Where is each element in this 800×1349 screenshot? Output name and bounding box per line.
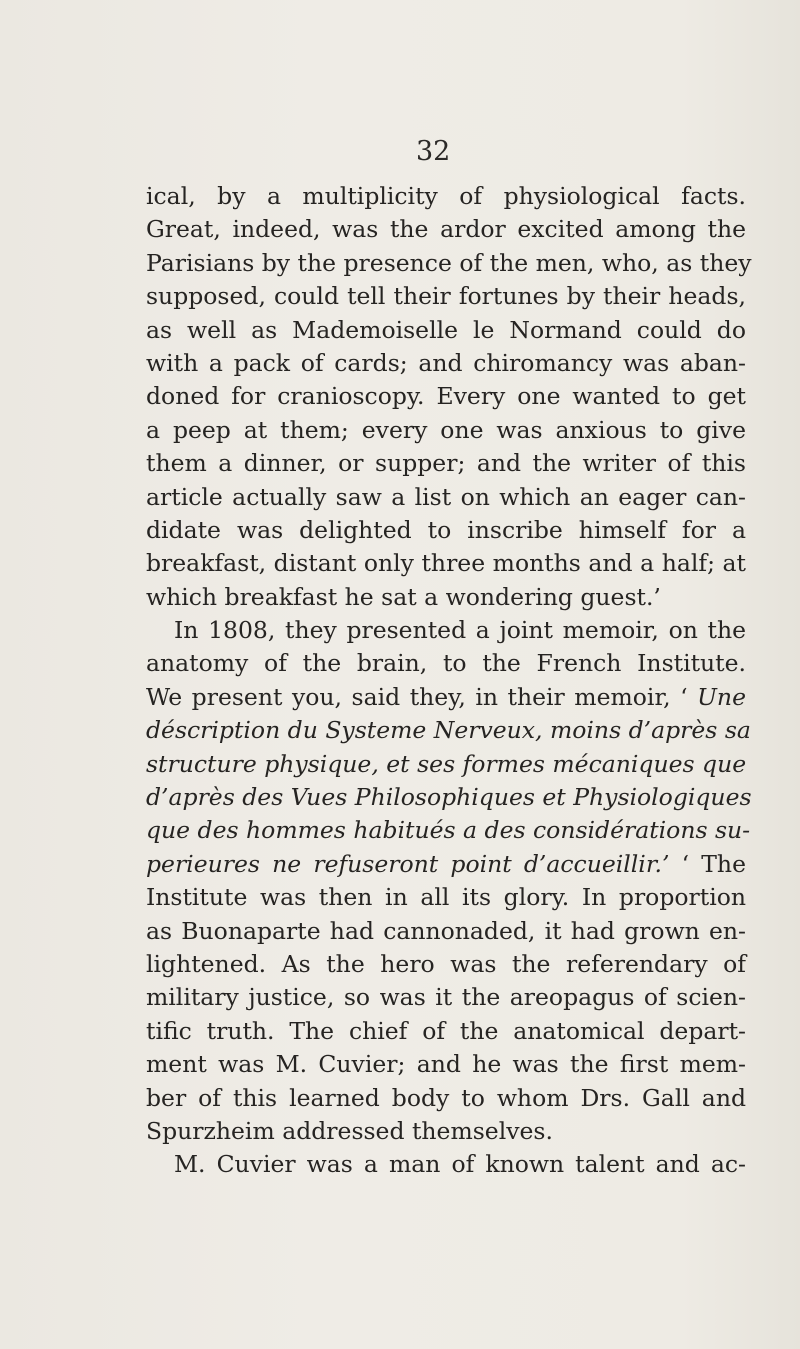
body-text: [146, 180, 752, 1182]
text-line: military justice, so was it the areopagus of scien-: [146, 983, 746, 1012]
paragraph-start-line: In 1808, they presented a joint memoir, on the: [174, 616, 746, 645]
italic-line: déscription du Systeme Nerveux, moins d’après sa: [146, 716, 751, 745]
italic-line: structure physique, et ses formes mécaniques que: [146, 749, 747, 778]
text-line: Great, indeed, was the ardor excited among the: [146, 215, 746, 244]
paragraph-start-line: M. Cuvier was a man of known talent and ac-: [174, 1150, 746, 1179]
italic-segment: perieures ne refuseront point d’accueillir.’: [146, 849, 670, 878]
text-line: ment was M. Cuvier; and he was the first mem-: [146, 1050, 746, 1079]
text-line-mixed: [146, 681, 746, 714]
text-line: with a pack of cards; and chiromancy was aban-: [146, 348, 746, 377]
page-number: 32: [416, 136, 451, 167]
text-line: a peep at them; every one was anxious to give: [146, 415, 746, 444]
text-line: Institute was then in all its glory. In proportion: [146, 883, 746, 912]
text-line: ical, by a multiplicity of physiological facts.: [146, 182, 746, 210]
italic-line: d’après des Vues Philosophiques et Physiologiques: [146, 783, 752, 812]
text-segment: We present you, said they, in their memoir, ‘: [146, 682, 688, 711]
text-line: them a dinner, or supper; and the writer of this: [146, 449, 746, 478]
italic-line: que des hommes habitués a des considérations su-: [146, 816, 751, 845]
text-line: which breakfast he sat a wondering guest.’: [146, 582, 661, 611]
text-line: tific truth. The chief of the anatomical depart-: [146, 1016, 746, 1045]
text-line: supposed, could tell their fortunes by their heads,: [146, 282, 746, 311]
text-line: breakfast, distant only three months and a half; at: [146, 549, 746, 578]
text-segment: ‘ The: [681, 849, 746, 878]
text-line: ber of this learned body to whom Drs. Gall and: [146, 1083, 746, 1112]
text-line: didate was delighted to inscribe himself for a: [146, 515, 746, 544]
text-line: Parisians by the presence of the men, who, as they: [146, 248, 752, 277]
text-line: as Buonaparte had cannonaded, it had grown en-: [146, 916, 746, 945]
text-line: lightened. As the hero was the referendary of: [146, 949, 746, 978]
text-line: article actually saw a list on which an eager can-: [146, 482, 746, 511]
italic-segment: Une: [697, 682, 746, 711]
text-line: doned for cranioscopy. Every one wanted to get: [146, 382, 746, 411]
text-line: anatomy of the brain, to the French Institute.: [146, 649, 746, 678]
text-line-mixed: [146, 848, 746, 881]
text-line: as well as Mademoiselle le Normand could do: [146, 315, 746, 344]
text-line: Spurzheim addressed themselves.: [146, 1116, 553, 1145]
